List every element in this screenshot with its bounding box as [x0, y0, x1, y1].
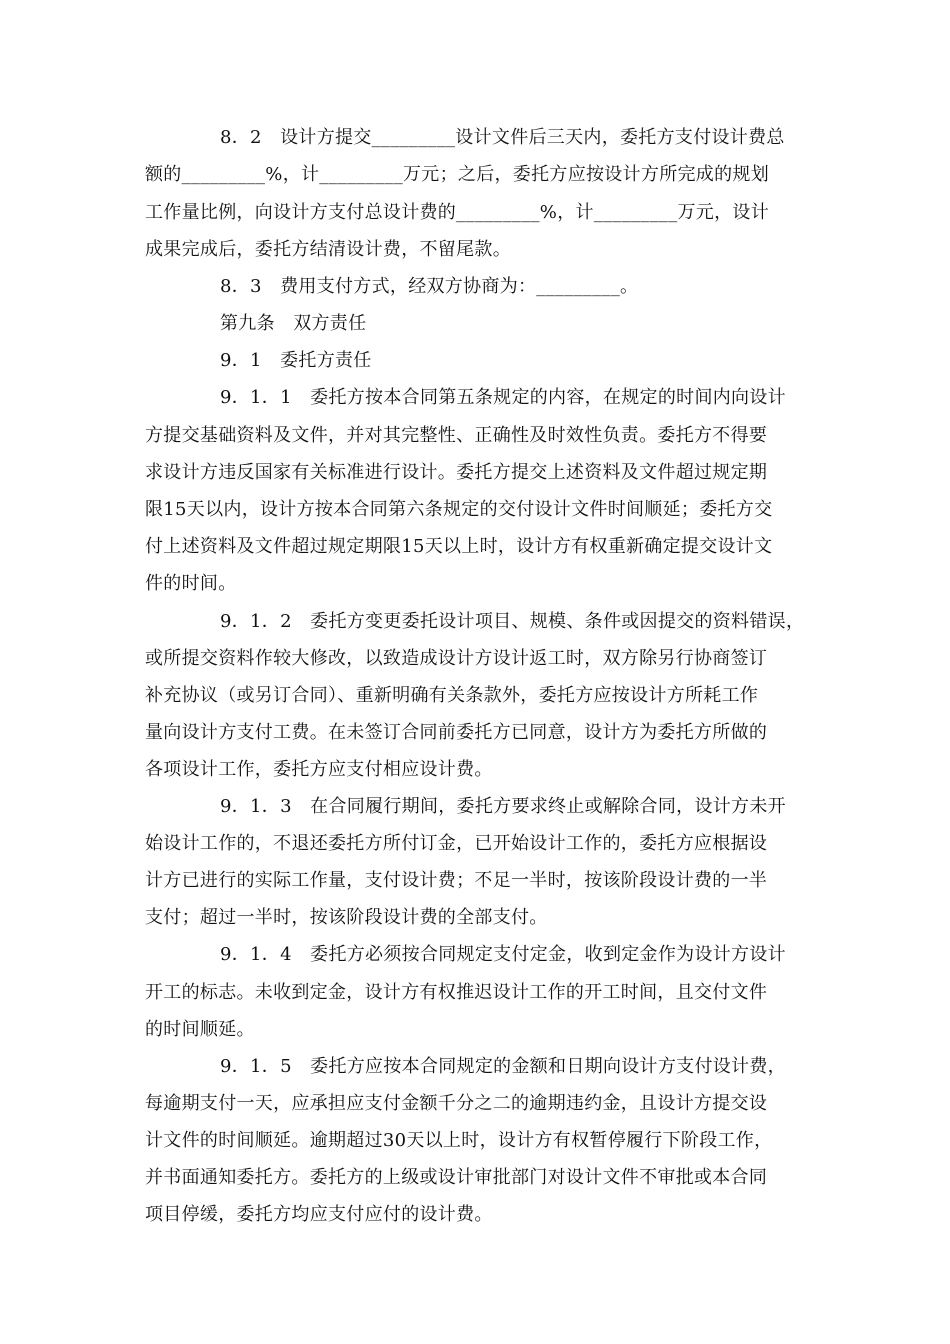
clause-9-1-1-line-6: 件的时间。 [145, 573, 237, 594]
clause-9-1-2-line-5: 各项设计工作，委托方应支付相应设计费。 [145, 759, 493, 780]
clause-8-2-line-1: 8．2 设计方提交_________设计文件后三天内，委托方支付设计费总 [220, 127, 785, 148]
clause-9-1-2-line-1: 9．1．2 委托方变更委托设计项目、规模、条件或因提交的资料错误， [220, 611, 805, 632]
clause-8-2-line-4: 成果完成后，委托方结清设计费，不留尾款。 [145, 239, 511, 260]
clause-9-1-5-line-3: 计文件的时间顺延。逾期超过30天以上时，设计方有权暂停履行下阶段工作， [145, 1130, 773, 1151]
clause-9-1-1-line-1: 9．1．1 委托方按本合同第五条规定的内容，在规定的时间内向设计 [220, 387, 786, 408]
clause-9-1-5-line-2: 每逾期支付一天，应承担应支付金额千分之二的逾期违约金，且设计方提交设 [145, 1093, 768, 1114]
clause-9-1-1-line-5: 付上述资料及文件超过规定期限15天以上时，设计方有权重新确定提交设计文 [145, 536, 773, 557]
article-9-heading: 第九条 双方责任 [220, 313, 367, 334]
clause-9-1-3-line-4: 支付；超过一半时，按该阶段设计费的全部支付。 [145, 907, 548, 928]
clause-9-1-2-line-4: 量向设计方支付工费。在未签订合同前委托方已同意，设计方为委托方所做的 [145, 722, 768, 743]
clause-9-1-5-line-4: 并书面通知委托方。委托方的上级或设计审批部门对设计文件不审批或本合同 [145, 1167, 768, 1188]
clause-9-1-1-line-2: 方提交基础资料及文件，并对其完整性、正确性及时效性负责。委托方不得要 [145, 425, 768, 446]
clause-9-1-2-line-2: 或所提交资料作较大修改，以致造成设计方设计返工时，双方除另行协商签订 [145, 648, 768, 669]
clause-9-1-3-line-1: 9．1．3 在合同履行期间，委托方要求终止或解除合同，设计方未开 [220, 796, 786, 817]
clause-9-1-heading: 9．1 委托方责任 [220, 350, 372, 371]
clause-8-3-line: 8．3 费用支付方式，经双方协商为：_________。 [220, 276, 639, 297]
clause-8-2-line-2: 额的_________%，计_________万元；之后，委托方应按设计方所完成的规划 [145, 164, 770, 185]
clause-9-1-2-line-3: 补充协议（或另订合同）、重新明确有关条款外，委托方应按设计方所耗工作 [145, 685, 759, 706]
clause-9-1-3-line-2: 始设计工作的，不退还委托方所付订金，已开始设计工作的，委托方应根据设 [145, 833, 768, 854]
clause-9-1-4-line-2: 开工的标志。未收到定金，设计方有权推迟设计工作的开工时间，且交付文件 [145, 982, 768, 1003]
clause-9-1-5-line-1: 9．1．5 委托方应按本合同规定的金额和日期向设计方支付设计费， [220, 1056, 786, 1077]
clause-9-1-1-line-3: 求设计方违反国家有关标准进行设计。委托方提交上述资料及文件超过规定期 [145, 462, 768, 483]
clause-9-1-4-line-3: 的时间顺延。 [145, 1019, 255, 1040]
clause-9-1-1-line-4: 限15天以内，设计方按本合同第六条规定的交付设计文件时间顺延；委托方交 [145, 499, 773, 520]
clause-9-1-4-line-1: 9．1．4 委托方必须按合同规定支付定金，收到定金作为设计方设计 [220, 944, 786, 965]
clause-9-1-5-line-5: 项目停缓，委托方均应支付应付的设计费。 [145, 1204, 493, 1225]
clause-9-1-3-line-3: 计方已进行的实际工作量，支付设计费；不足一半时，按该阶段设计费的一半 [145, 870, 768, 891]
clause-8-2-line-3: 工作量比例，向设计方支付总设计费的_________%，计_________万元，设计 [145, 202, 770, 223]
